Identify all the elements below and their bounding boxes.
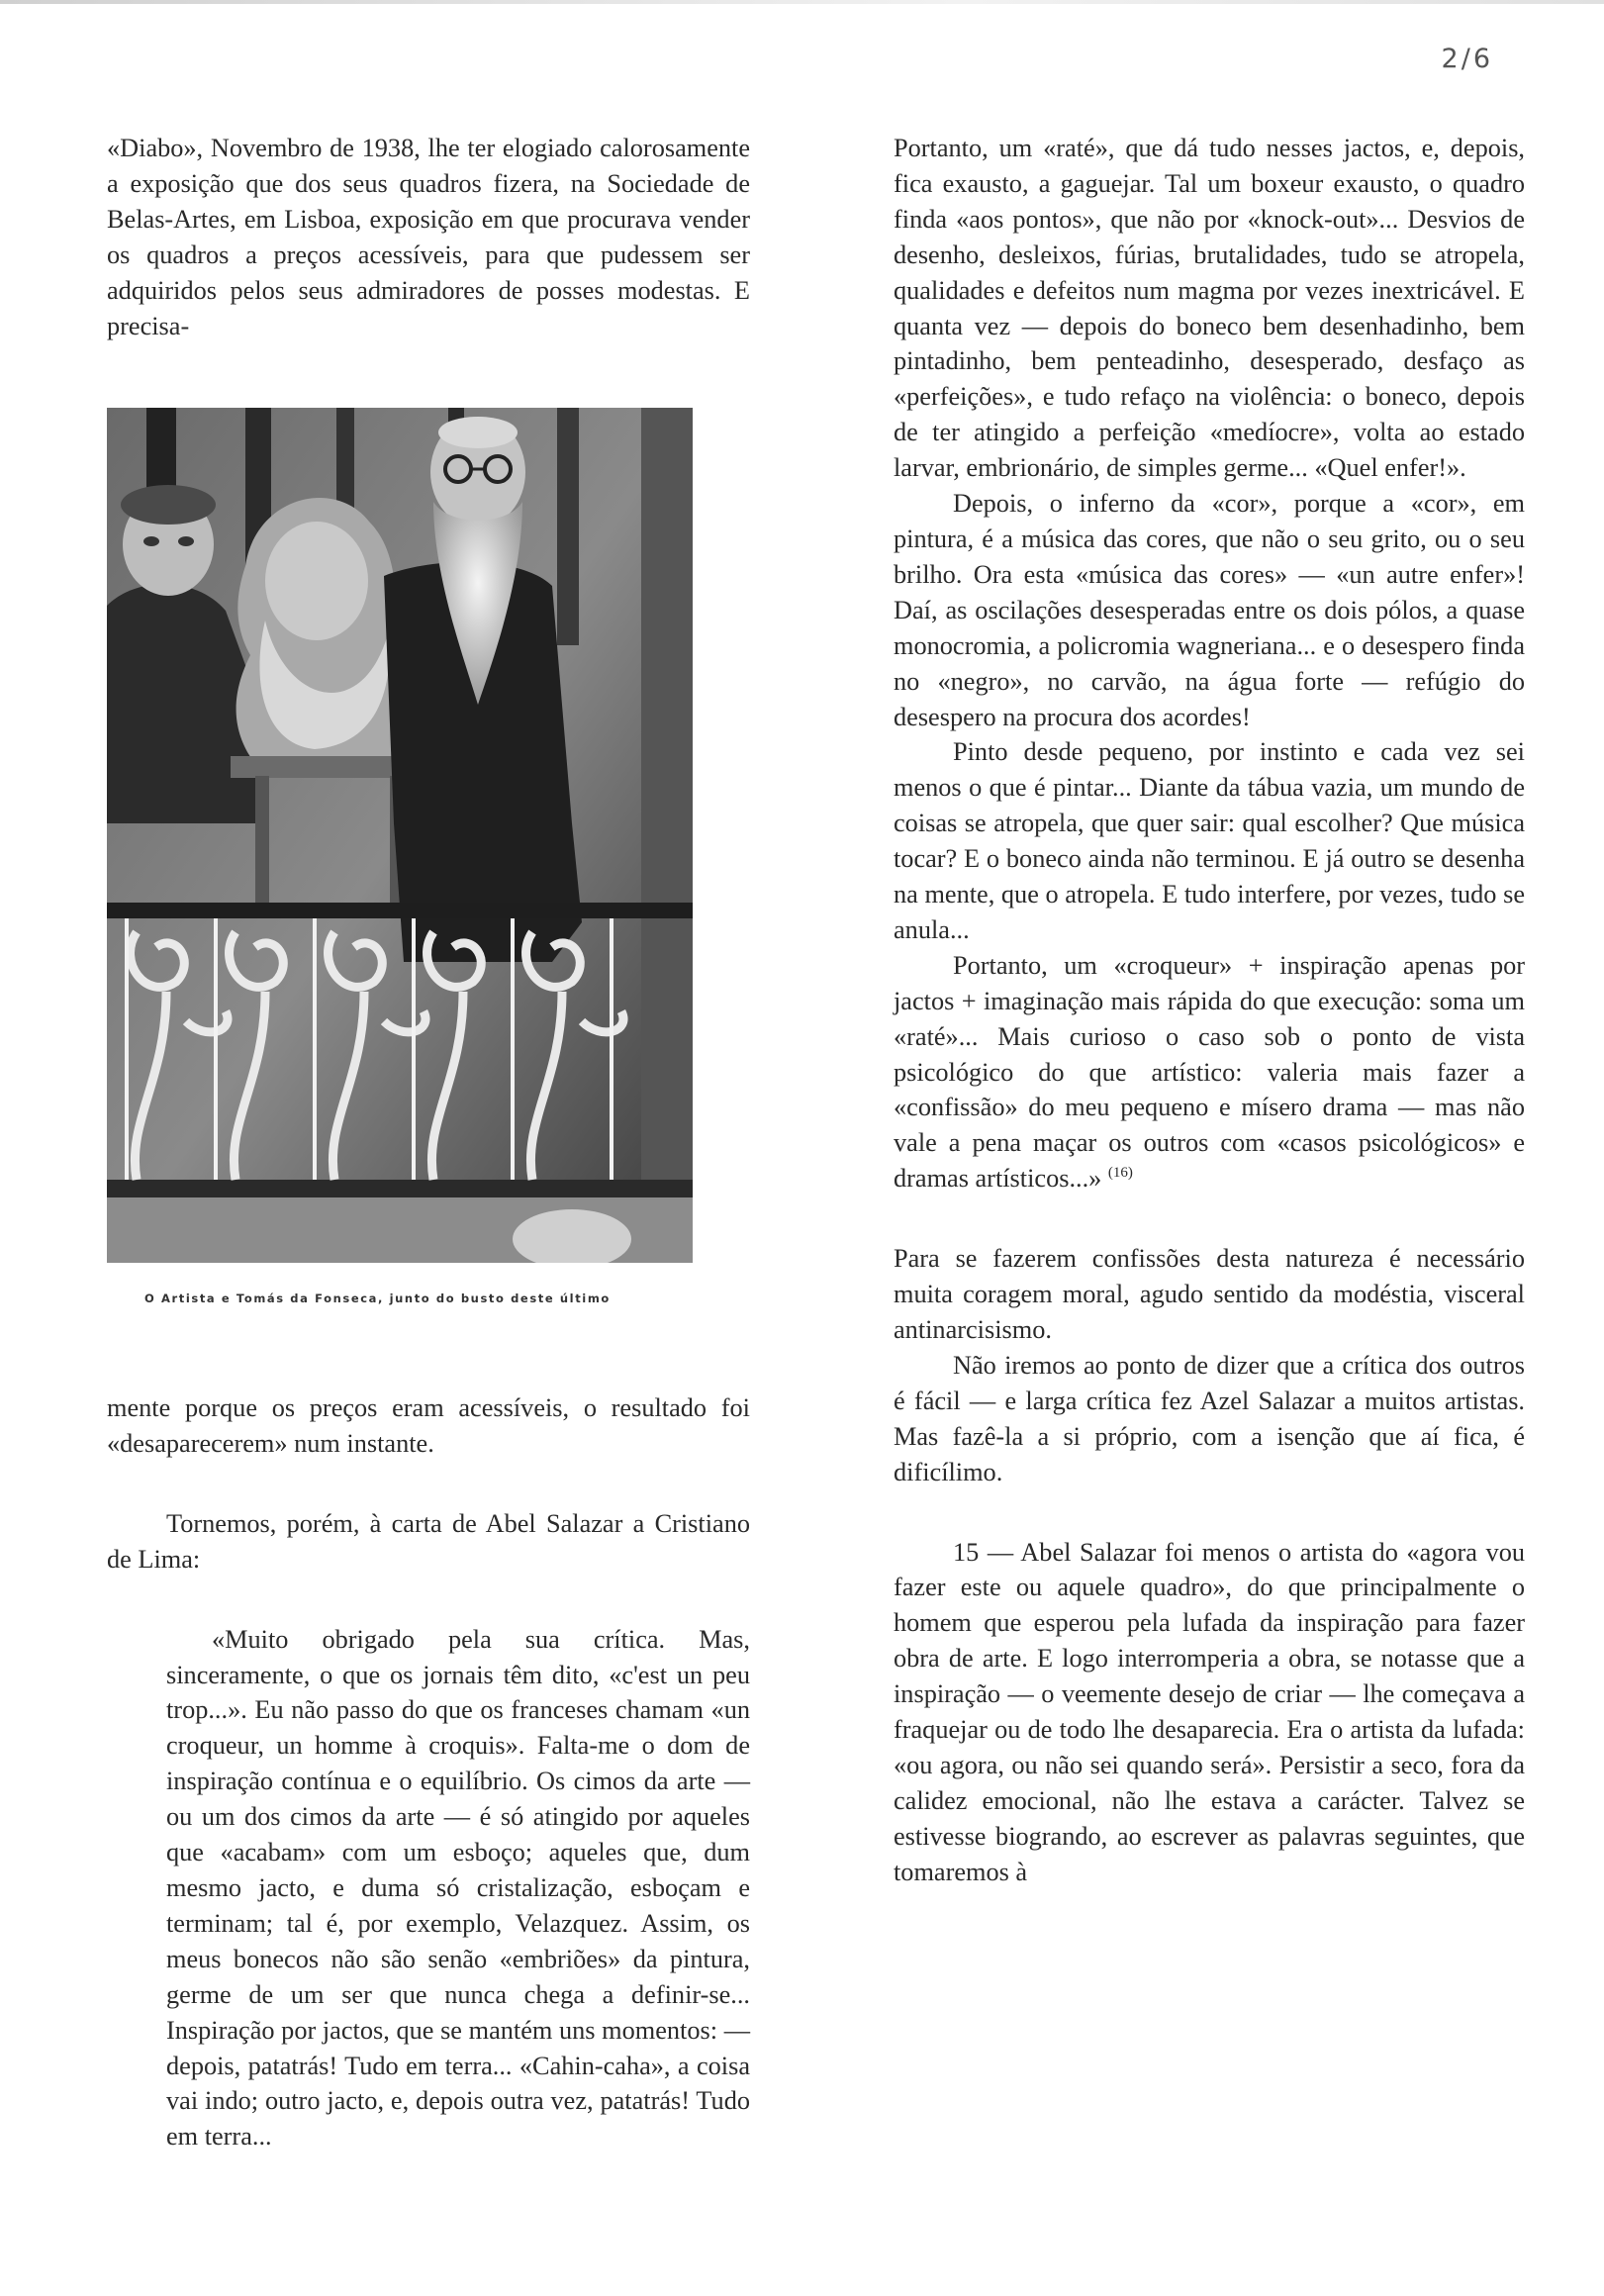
photo-illustration [107, 408, 693, 1263]
left-column-bottom [107, 1390, 750, 2154]
left-paragraph-1: «Diabo», Novembro de 1938, lhe ter elogiado calorosamente a exposição que dos seus quadros fizera, na Sociedade de Belas-Artes, em Lisboa, exposição em que procurava vender os quadros a preços acessíveis, para que pudessem ser adquiridos pelos seus admiradores de posses modestas. E precisa- [107, 134, 750, 340]
left-quote-paragraph: «Muito obrigado pela sua crítica. Mas, sinceramente, o que os jornais têm dito, «c'est un peu trop...». Eu não passo do que os franceses chamam «un croqueur, un homme à croquis». Falta-me o dom de inspiração contínua e o equilíbrio. Os cimos da arte — ou um dos cimos da arte — é só atingido por aqueles que «acabam» com um esboço; aqueles que, dum mesmo jacto, e duma só cristalização, esboçam e terminam; tal é, por exemplo, Velazquez. Assim, os meus bonecos não são senão «embriões» da pintura, germe de um ser que nunca chega a definir-se... Inspiração por jactos, que se mantém uns momentos: — depois, patatrás! Tudo em terra... «Cahin-caha», a coisa vai indo; outro jacto, e, depois outra vez, patatrás! Tudo em terra... [166, 1624, 750, 2152]
page-number: 2/6 [1441, 44, 1493, 74]
photo-artist-with-bust [107, 408, 693, 1263]
left-paragraph-3: Tornemos, porém, à carta de Abel Salazar a Cristiano de Lima: [107, 1508, 750, 1574]
top-edge-line [0, 0, 1604, 4]
footnote-reference: (16) [1107, 1165, 1133, 1182]
right-paragraph-1: Portanto, um «raté», que dá tudo nesses jactos, e, depois, fica exausto, a gaguejar. Tal um boxeur exausto, o quadro finda «aos pontos», que não por «knock-out»... Desvios de desenho, desleixos, fúrias, brutalidades, tudo se atropela, qualidades e defeitos num magma por vezes inextricável. E quanta vez — depois do boneco bem desenhadinho, bem pintadinho, bem penteadinho, desesperado, desfaço as «perfeições», e tudo refaço na violência: o boneco, depois de ter atingido a perfeição «medíocre», volta ao estado larvar, embrionário, de simples germe... «Quel enfer!». [894, 134, 1525, 483]
photo-caption: O Artista e Tomás da Fonseca, junto do busto deste último [144, 1292, 611, 1305]
left-column-top [107, 131, 750, 343]
right-paragraph-7: 15 — Abel Salazar foi menos o artista do «agora vou fazer este ou aquele quadro», do que principalmente o homem que esperou pela lufada da inspiração para fazer obra de arte. E logo interromperia a obra, se notasse que a inspiração — o veemente desejo de criar — lhe começava a fraquejar ou de todo lhe desaparecia. Era o artista da lufada: «ou agora, ou não sei quando será». Persistir a seco, fora da calidez emocional, não lhe estava a carácter. Talvez se estivesse biogrando, ao escrever as palavras seguintes, que tomaremos à [894, 1537, 1525, 1886]
right-paragraph-6: Não iremos ao ponto de dizer que a crítica dos outros é fácil — e larga crítica fez Azel Salazar a muitos artistas. Mas fazê-la a si próprio, com a isenção que aí fica, é dificílimo. [894, 1350, 1525, 1486]
right-paragraph-4 [894, 948, 1525, 1196]
left-paragraph-2: mente porque os preços eram acessíveis, o resultado foi «desaparecerem» num instante. [107, 1393, 750, 1458]
right-paragraph-3: Pinto desde pequeno, por instinto e cada vez sei menos o que é pintar... Diante da tábua vazia, um mundo de coisas se atropela, que quer sair: qual escolher? Que música tocar? E o boneco ainda não terminou. E já outro se desenha na mente, que o atropela. E tudo interfere, por vezes, tudo se anula... [894, 737, 1525, 944]
right-paragraph-5: Para se fazerem confissões desta natureza é necessário muita coragem moral, agudo sentido da modéstia, visceral antinarcisismo. [894, 1244, 1525, 1344]
right-column [894, 131, 1525, 1890]
right-paragraph-4-text: Portanto, um «croqueur» + inspiração apenas por jactos + imaginação mais rápida do que execução: soma um «raté»... Mais curioso o caso sob o ponto de vista psicológico do que artístico: valeria mais fazer a «confissão» do meu pequeno e mísero drama — mas não vale a pena maçar os outros com «casos psicológicos» e dramas artísticos...» [894, 950, 1525, 1194]
right-paragraph-2: Depois, o inferno da «cor», porque a «cor», em pintura, é a música das cores, que não o seu grito, ou o seu brilho. Ora esta «música das cores» — «un autre enfer»! Daí, as oscilações desesperadas entre os dois pólos, a quase monocromia, a policromia wagneriana... e o desespero finda no «negro», no carvão, na água forte — refúgio do desespero na procura dos acordes! [894, 489, 1525, 731]
